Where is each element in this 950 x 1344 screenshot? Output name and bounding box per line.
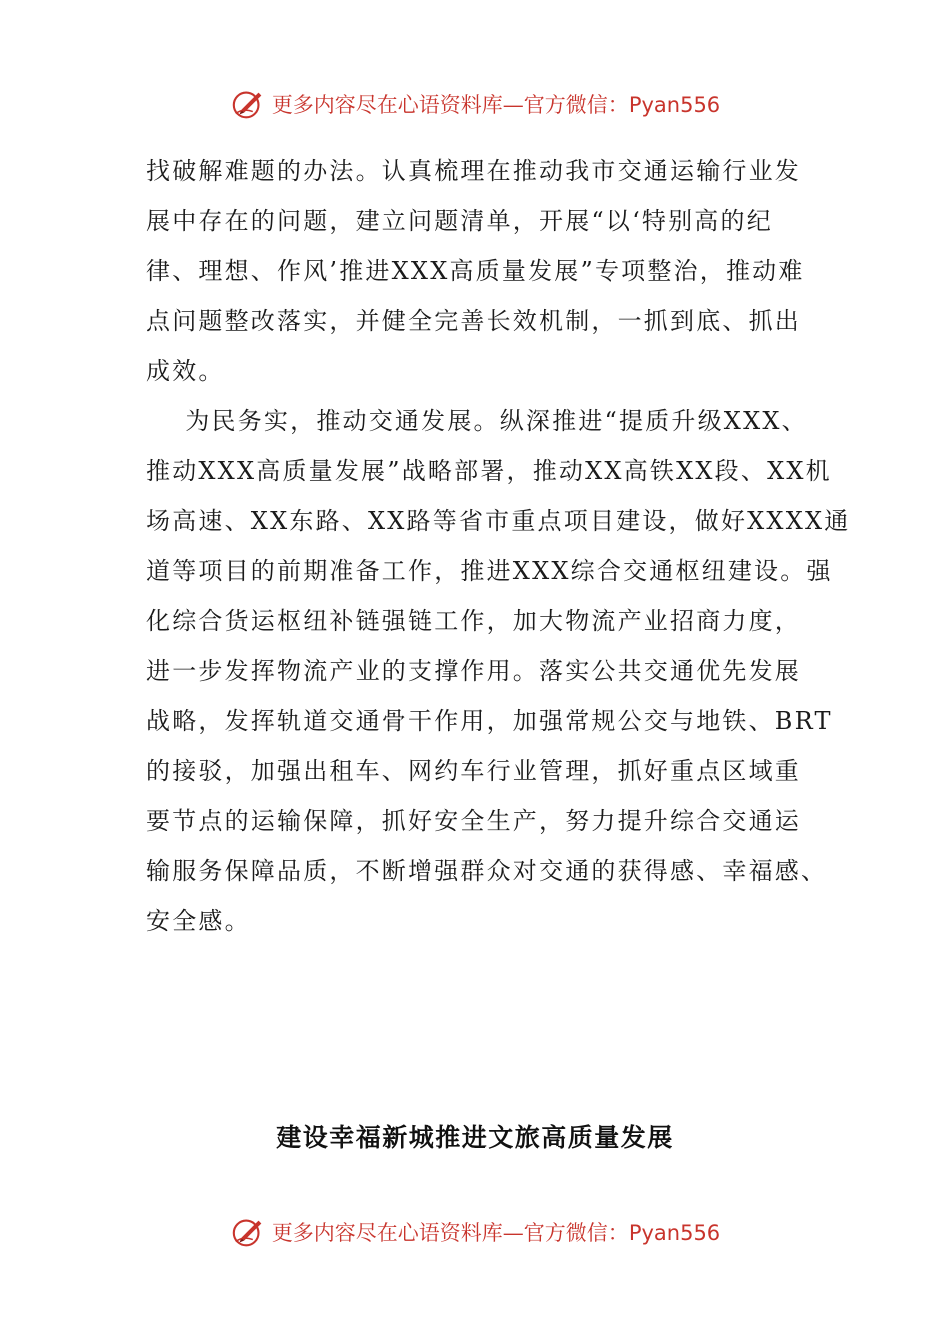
watermark-wechat-id: Pyan556 bbox=[628, 93, 721, 117]
document-body bbox=[146, 146, 851, 946]
text-line: 点问题整改落实，并健全完善长效机制，一抓到底、抓出 bbox=[146, 307, 801, 335]
text-line: 为民务实，推动交通发展。纵深推进“提质升级XXX、 bbox=[146, 407, 808, 435]
text-line: 要节点的运输保障，抓好安全生产，努力提升综合交通运 bbox=[146, 807, 801, 835]
text-line: 战略，发挥轨道交通骨干作用，加强常规公交与地铁、BRT bbox=[146, 707, 833, 735]
text-line: 道等项目的前期准备工作，推进XXX综合交通枢纽建设。强 bbox=[146, 557, 833, 585]
text-line: 律、理想、作风’推进XXX高质量发展”专项整治，推动难 bbox=[146, 257, 805, 285]
pen-logo-icon bbox=[230, 85, 268, 123]
paragraph-2 bbox=[146, 396, 851, 946]
watermark-wechat-id: Pyan556 bbox=[628, 1221, 721, 1245]
section-heading: 建设幸福新城推进文旅高质量发展 bbox=[276, 1123, 674, 1152]
footer-watermark bbox=[0, 1210, 950, 1254]
paragraph-1 bbox=[146, 146, 811, 396]
text-line: 找破解难题的办法。认真梳理在推动我市交通运输行业发 bbox=[146, 157, 801, 185]
text-line: 场高速、XX东路、XX路等省市重点项目建设，做好XXXX通 bbox=[146, 507, 851, 535]
header-watermark bbox=[0, 82, 950, 126]
text-line: 成效。 bbox=[146, 357, 225, 385]
watermark-text: 更多内容尽在心语资料库—官方微信：Pyan556 bbox=[271, 93, 721, 117]
text-line: 化综合货运枢纽补链强链工作，加大物流产业招商力度， bbox=[146, 607, 801, 635]
text-line: 安全感。 bbox=[146, 907, 251, 935]
pen-logo-icon bbox=[230, 1213, 268, 1251]
text-line: 推动XXX高质量发展”战略部署，推动XX高铁XX段、XX机 bbox=[146, 457, 832, 485]
text-line: 输服务保障品质，不断增强群众对交通的获得感、幸福感、 bbox=[146, 857, 828, 885]
text-line: 展中存在的问题，建立问题清单，开展“以‘特别高的纪 bbox=[146, 207, 773, 235]
text-line: 进一步发挥物流产业的支撑作用。落实公共交通优先发展 bbox=[146, 657, 801, 685]
watermark-text: 更多内容尽在心语资料库—官方微信：Pyan556 bbox=[271, 1221, 721, 1245]
text-line: 的接驳，加强出租车、网约车行业管理，抓好重点区域重 bbox=[146, 757, 801, 785]
